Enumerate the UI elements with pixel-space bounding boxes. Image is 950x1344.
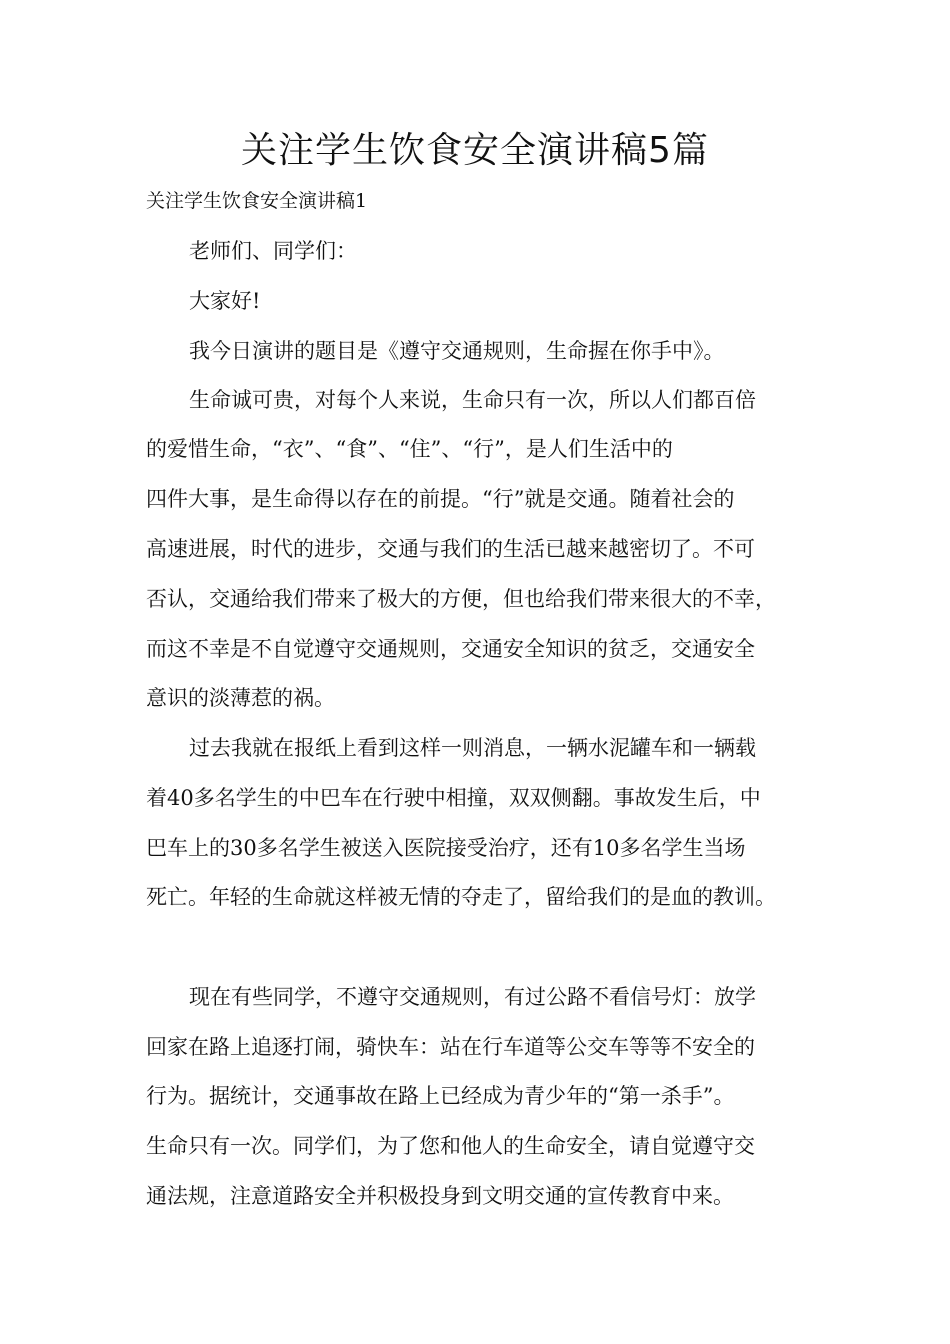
paragraph-3-line: 生命只有一次。同学们，为了您和他人的生命安全，请自觉遵守交 [146, 1134, 755, 1158]
paragraph-2-line: 着40多名学生的中巴车在行驶中相撞，双双侧翻。事故发生后，中 [146, 786, 761, 810]
paragraph-2-line: 巴车上的30多名学生被送入医院接受治疗，还有10多名学生当场 [146, 836, 746, 860]
paragraph-1-line: 意识的淡薄惹的祸。 [146, 686, 335, 710]
greeting-line: 老师们、同学们： [189, 239, 357, 263]
paragraph-1-line: 而这不幸是不自觉遵守交通规则，交通安全知识的贫乏，交通安全 [146, 637, 755, 661]
paragraph-1-line: 否认，交通给我们带来了极大的方便，但也给我们带来很大的不幸， [146, 587, 776, 611]
paragraph-1-line: 的爱惜生命，“衣”、“食”、“住”、“行”，是人们生活中的 [146, 437, 673, 461]
intro-line: 我今日演讲的题目是《遵守交通规则，生命握在你手中》。 [189, 339, 725, 363]
paragraph-1-line: 高速进展，时代的进步，交通与我们的生活已越来越密切了。不可 [146, 537, 755, 561]
paragraph-2-line: 死亡。年轻的生命就这样被无情的夺走了，留给我们的是血的教训。 [146, 885, 776, 909]
paragraph-3-line: 现在有些同学，不遵守交通规则，有过公路不看信号灯：放学 [189, 985, 756, 1009]
section-heading: 关注学生饮食安全演讲稿1 [146, 190, 368, 212]
document-title: 关注学生饮食安全演讲稿5篇 [241, 130, 709, 171]
paragraph-3-line: 行为。据统计，交通事故在路上已经成为青少年的“第一杀手”。 [146, 1084, 735, 1108]
paragraph-3-line: 通法规，注意道路安全并积极投身到文明交通的宣传教育中来。 [146, 1184, 734, 1208]
hello-line: 大家好! [189, 289, 261, 313]
paragraph-2-line: 过去我就在报纸上看到这样一则消息，一辆水泥罐车和一辆载 [189, 736, 756, 760]
paragraph-1-line: 四件大事，是生命得以存在的前提。“行”就是交通。随着社会的 [146, 487, 735, 511]
paragraph-3-line: 回家在路上追逐打闹，骑快车：站在行车道等公交车等等不安全的 [146, 1035, 755, 1059]
paragraph-1-line: 生命诚可贵，对每个人来说，生命只有一次，所以人们都百倍 [189, 388, 756, 412]
